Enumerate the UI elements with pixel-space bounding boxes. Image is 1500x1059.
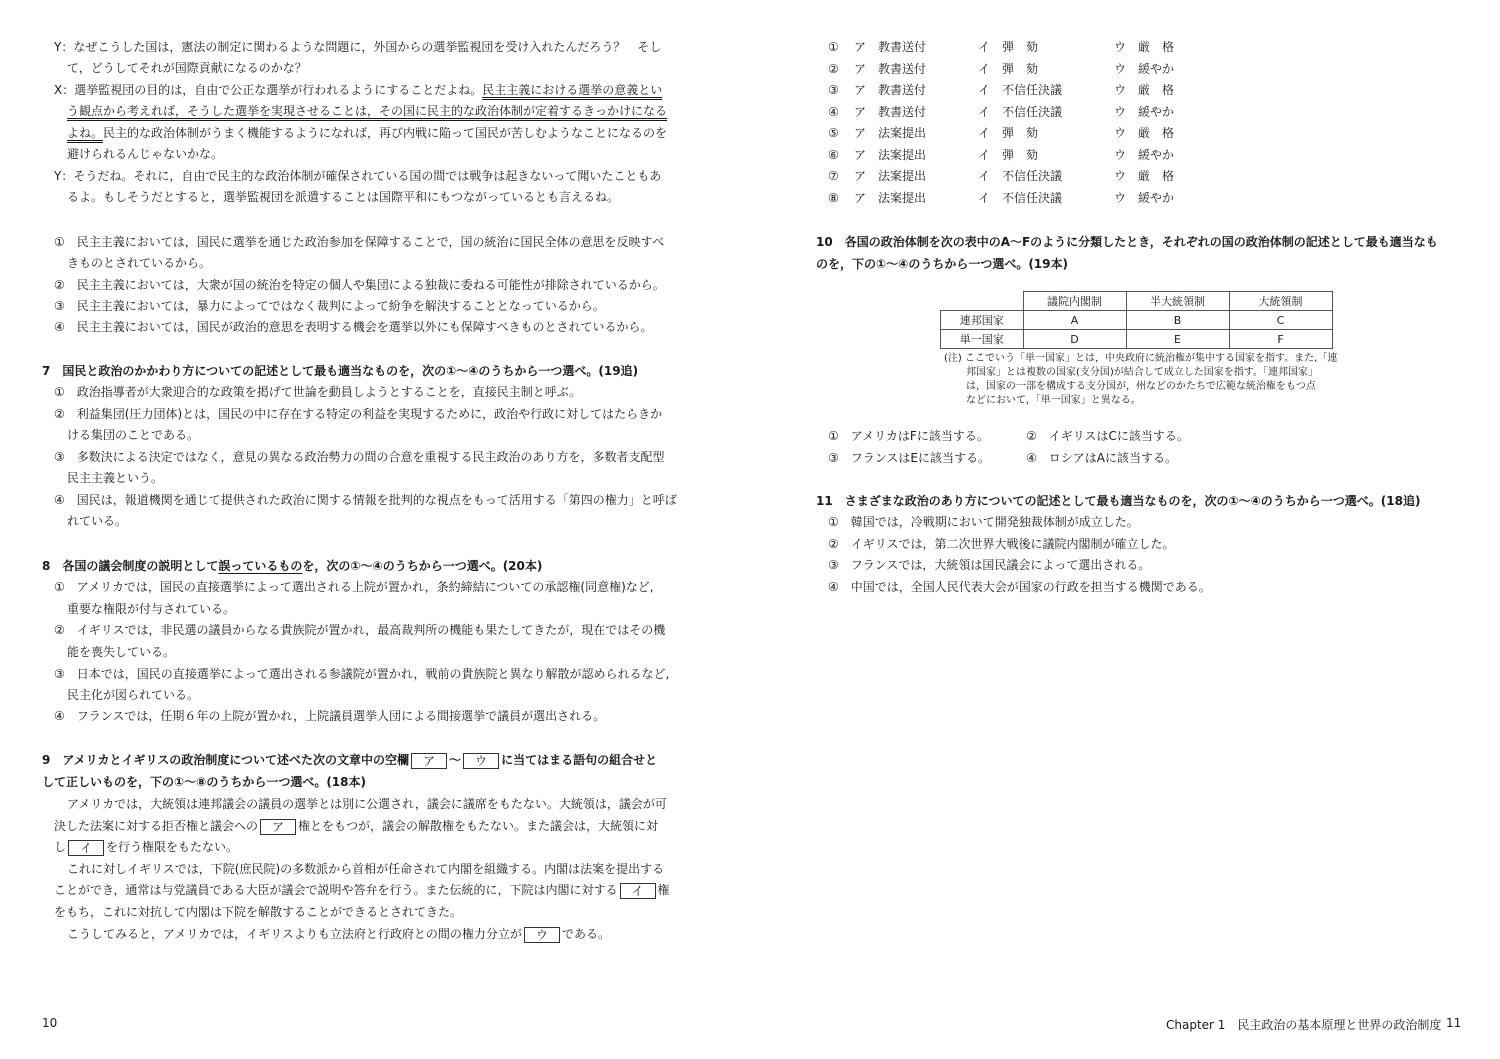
choice-term: ウ 緩やか — [1114, 147, 1175, 162]
table-note-line: は，国家の一部を構成する支分国が，州などのかたちで広範な統治権をもつ点 — [966, 381, 1316, 392]
option-line: ① アメリカでは，国民の直接選挙によって選出される上院が置かれ，条約締結についての承認権(同意権)など, — [54, 580, 654, 594]
choice-number: ④ — [828, 104, 839, 119]
page-number: 11 — [1446, 1016, 1462, 1030]
choice-term: ア 法案提出 — [854, 126, 927, 140]
table-cell: F — [1229, 330, 1332, 349]
option-line: ④ ロシアはAに該当する。 — [1026, 451, 1177, 465]
option-line: ① 韓国では，冷戦期において開発独裁体制が成立した。 — [828, 515, 1139, 529]
choice-term: ウ 厳 格 — [1114, 40, 1175, 54]
option-line: ける集団のことである。 — [67, 428, 200, 442]
option-line: ① 民主主義においては，国民に選挙を通じた政治参加を保障することで，国の統治に国民全体の意思を反映すべ — [54, 235, 665, 249]
option-line: ③ フランスはEに該当する。 — [828, 451, 990, 465]
option-line: ④ 民主主義においては，国民が政治的意思を表明する機会を選挙以外にも保障すべきものとされているから。 — [54, 320, 653, 334]
row-label: 連邦国家 — [941, 311, 1024, 330]
choice-term: ウ 厳 格 — [1114, 83, 1175, 97]
dialogue-line: よね。民主的な政治体制がうまく機能するようになれば，再び内戦に陥って国民が苦しむようなことになるのを — [67, 126, 668, 140]
choice-term: イ 弾 劾 — [978, 147, 1039, 162]
question-7-title: 7 国民と政治のかかわり方についての記述として最も適当なものを，次の①〜④のうちから一つ選べ。(19追) — [42, 364, 639, 378]
choice-term: イ 不信任決議 — [978, 169, 1063, 183]
choice-term: ア 法案提出 — [854, 190, 927, 205]
choice-number: ⑤ — [828, 126, 839, 140]
table-header: 大統領制 — [1229, 292, 1332, 311]
question-9-title: 9 アメリカとイギリスの政治制度について述べた次の文章中の空欄 ア 〜 ウ に当てはまる語句の組合せと — [42, 753, 658, 768]
table-header: 半大統領制 — [1126, 292, 1229, 311]
table-header: 議院内閣制 — [1023, 292, 1126, 311]
question-10-title: 10 各国の政治体制を次の表中のA〜Fのように分類したとき，それぞれの国の政治体制の記述として最も適当なも — [816, 235, 1438, 249]
table-note-line: (注) ここでいう「単一国家」とは，中央政府に統治権が集中する国家を指す。また,「連 — [944, 353, 1338, 364]
page-number: 10 — [42, 1016, 58, 1030]
choice-term: ア 法案提出 — [854, 147, 927, 162]
option-line: れている。 — [67, 514, 128, 528]
choice-term: ウ 緩やか — [1114, 61, 1175, 76]
choice-number: ⑧ — [828, 190, 839, 205]
option-line: 重要な権限が付与されている。 — [67, 602, 236, 616]
blank-u-box: ウ — [524, 927, 560, 943]
dialogue-line: るよ。もしそうだとすると，選挙監視団を派遣することは国際平和にもつながっているとも言えるね。 — [67, 190, 620, 204]
choice-term: ア 教書送付 — [854, 104, 927, 119]
table-cell: C — [1229, 311, 1332, 330]
option-line: ② イギリスはCに該当する。 — [1026, 429, 1189, 443]
choice-term: ウ 厳 格 — [1114, 169, 1175, 183]
option-line: ③ 多数決による決定ではなく，意見の異なる政治勢力の間の合意を重視する民主政治のあり方を，多数者支配型 — [54, 450, 665, 464]
question-9-title-line2: して正しいものを，下の①〜⑧のうちから一つ選べ。(18本) — [42, 775, 366, 789]
choice-term: イ 不信任決議 — [978, 190, 1063, 205]
table-note-line: 邦国家」とは複数の国家(支分国)が結合して成立した国家を指す。「連邦国家」 — [966, 367, 1319, 378]
blank-i-box: イ — [620, 883, 656, 899]
dialogue-line: Y：なぜこうした国は，憲法の制定に関わるような問題に，外国からの選挙監視団を受け入れたんだろう？ そし — [54, 40, 662, 54]
table-header-row — [941, 292, 1333, 311]
passage-line: これに対しイギリスでは，下院(庶民院)の多数派から首相が任命されて内閣を組織する。内閣は法案を提出する — [67, 862, 665, 876]
choice-term: ウ 緩やか — [1114, 104, 1175, 119]
blank-i-box: イ — [68, 840, 104, 856]
table-cell: D — [1023, 330, 1126, 349]
table-cell: E — [1126, 330, 1229, 349]
dialogue-line: て，どうしてそれが国際貢献になるのかな？ — [67, 61, 307, 75]
table-cell: B — [1126, 311, 1229, 330]
table-cell: A — [1023, 311, 1126, 330]
option-line: 能を喪失している。 — [67, 645, 176, 659]
dialogue-line: う観点から考えれば，そうした選挙を実現させることは，その国に民主的な政治体制が定着するきっかけになる — [67, 104, 668, 118]
choice-term: ア 教書送付 — [854, 83, 927, 97]
choice-term: ア 法案提出 — [854, 169, 927, 183]
question-11-title: 11 さまざまな政治のあり方についての記述として最も適当なものを，次の①〜④のうちから一つ選べ。(18追) — [816, 494, 1421, 508]
table-corner — [941, 292, 1024, 311]
choice-term: ウ 厳 格 — [1114, 126, 1175, 140]
blank-u-box: ウ — [463, 753, 499, 769]
option-line: ② 利益集団(圧力団体)とは，国民の中に存在する特定の利益を実現するために，政治や行政に対してはたらきか — [54, 407, 663, 421]
option-line: ④ 国民は，報道機関を通じて提供された政治に関する情報を批判的な視点をもって活用する「第四の権力」と呼ば — [54, 493, 677, 507]
blank-a-box: ア — [411, 753, 447, 769]
choice-number: ⑦ — [828, 169, 839, 183]
option-line: ② イギリスでは，第二次世界大戦後に議院内閣制が確立した。 — [828, 537, 1175, 551]
option-line: ③ 民主主義においては，暴力によってではなく裁判によって紛争を解決することとなっているから。 — [54, 299, 605, 313]
choice-term: ア 教書送付 — [854, 40, 927, 54]
choice-number: ③ — [828, 83, 839, 97]
option-line: ② 民主主義においては，大衆が国の統治を特定の個人や集団による独裁に委ねる可能性が排除されているから。 — [54, 278, 665, 292]
passage-line: こうしてみると，アメリカでは，イギリスよりも立法府と行政府との間の権力分立が ウ である。 — [67, 927, 610, 942]
dialogue-line: Y：そうだね。それに，自由で民主的な政治体制が確保されている国の間では戦争は起きないって聞いたこともあ — [54, 169, 662, 183]
passage-line: をもち，これに対抗して内閣は下院を解散することができるとされてきた。 — [54, 905, 463, 919]
choice-term: ア 教書送付 — [854, 61, 927, 76]
classification-table — [940, 291, 1333, 349]
passage-line: アメリカでは，大統領は連邦議会の議員の選挙とは別に公選され，議会に議席をもたない。大統領は，議会が可 — [67, 797, 667, 811]
choice-term: イ 弾 劾 — [978, 126, 1039, 140]
question-10-title-line2: のを，下の①〜④のうちから一つ選べ。(19本) — [816, 257, 1068, 271]
choice-number: ② — [828, 61, 839, 76]
dialogue-line: 避けられるんじゃないかな。 — [67, 147, 224, 161]
option-line: ① アメリカはFに該当する。 — [828, 429, 989, 443]
option-line: ③ 日本では，国民の直接選挙によって選出される参議院が置かれ，戦前の貴族院と異なり解散が認められるなど, — [54, 667, 670, 681]
chapter-footer: Chapter 1 民主政治の基本原理と世界の政治制度 — [1166, 1018, 1442, 1032]
option-line: ② イギリスでは，非民選の議員からなる貴族院が置かれ，最高裁判所の機能も果たしてきたが，現在ではその機 — [54, 623, 666, 637]
passage-line: し イ を行う権限をもたない。 — [54, 840, 239, 855]
passage-line: 決した法案に対する拒否権と議会への ア 権とをもつが，議会の解散権をもたない。また議会は，大統領に対 — [54, 819, 659, 834]
passage-line: ことができ，通常は与党議員である大臣が議会で説明や答弁を行う。また伝統的に，下院は内閣に対する イ 権 — [54, 883, 670, 898]
choice-number: ⑥ — [828, 147, 839, 162]
table-note-line: などにおいて，「単一国家」と異なる。 — [966, 395, 1141, 406]
choice-term: イ 不信任決議 — [978, 104, 1063, 119]
choice-term: ウ 緩やか — [1114, 190, 1175, 205]
choice-number: ① — [828, 40, 839, 54]
option-line: 民主化が図られている。 — [67, 688, 200, 702]
option-line: ④ フランスでは，任期６年の上院が置かれ，上院議員選挙人団による間接選挙で議員が選出される。 — [54, 709, 606, 723]
choice-term: イ 弾 劾 — [978, 61, 1039, 76]
option-line: 民主主義という。 — [67, 471, 164, 485]
choice-term: イ 不信任決議 — [978, 83, 1063, 97]
choice-term: イ 弾 劾 — [978, 40, 1039, 54]
option-line: ③ フランスでは，大統領は国民議会によって選出される。 — [828, 558, 1151, 572]
option-line: ④ 中国では，全国人民代表大会が国家の行政を担当する機関である。 — [828, 580, 1211, 594]
option-line: ① 政治指導者が大衆迎合的な政策を掲げて世論を動員しようとすることを，直接民主制と呼ぶ。 — [54, 385, 582, 399]
row-label: 単一国家 — [941, 330, 1024, 349]
blank-a-box: ア — [260, 819, 296, 835]
question-8-title: 8 各国の議会制度の説明として誤っているものを，次の①〜④のうちから一つ選べ。(20本) — [42, 559, 543, 573]
table-row — [941, 330, 1333, 349]
table-row — [941, 311, 1333, 330]
dialogue-line: X：選挙監視団の目的は，自由で公正な選挙が行われるようにすることだよね。民主主義における選挙の意義とい — [54, 83, 663, 97]
option-line: きものとされているから。 — [67, 256, 212, 270]
